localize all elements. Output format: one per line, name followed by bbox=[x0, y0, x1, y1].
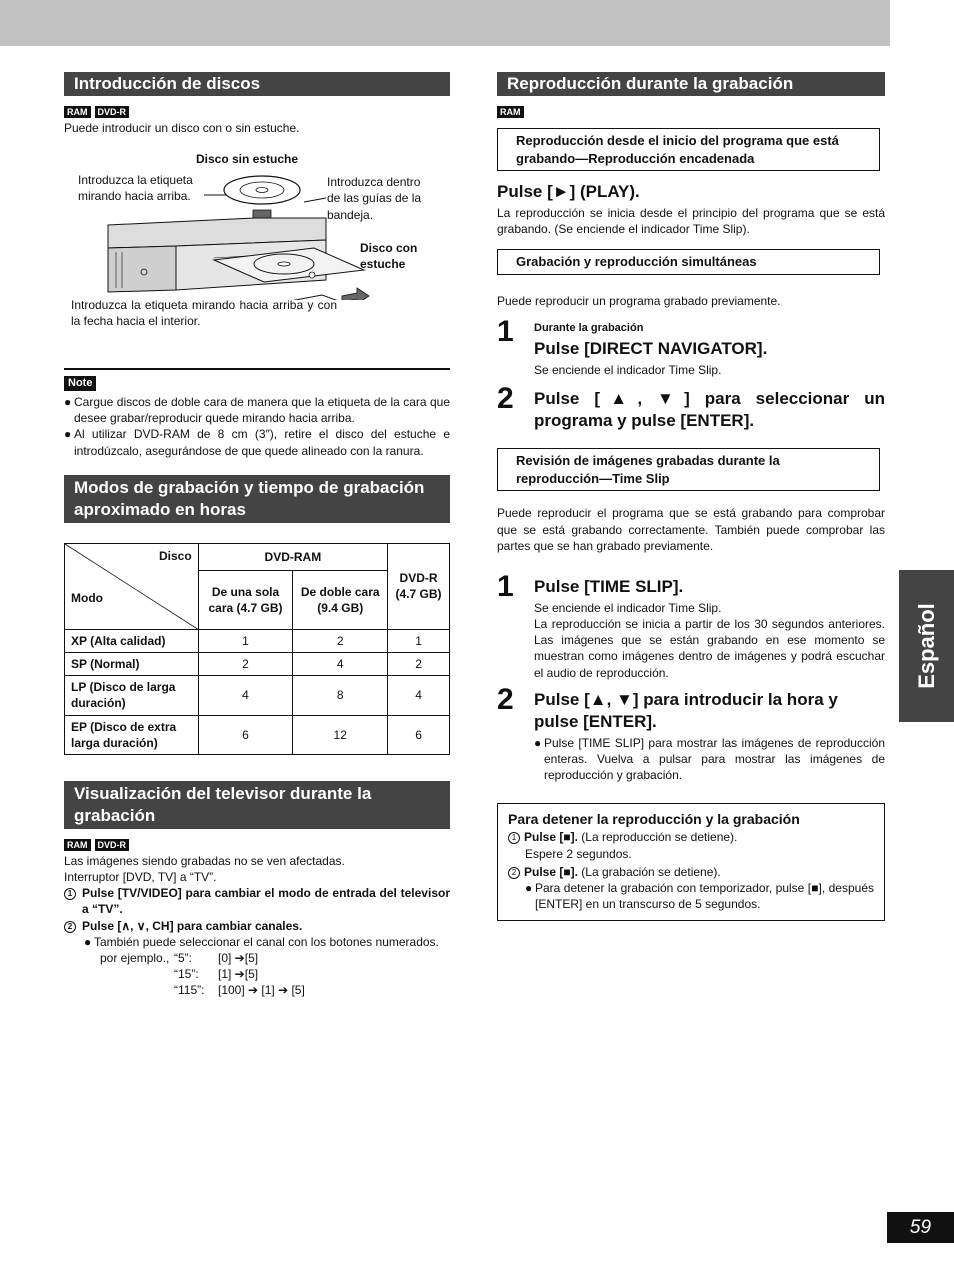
box-simultaneous: Grabación y reproducción simultáneas bbox=[497, 249, 880, 275]
tag-dvdr: DVD-R bbox=[95, 106, 130, 118]
note-divider bbox=[64, 368, 450, 370]
tv-line-2: Interruptor [DVD, TV] a “TV”. bbox=[64, 870, 217, 885]
play-heading: Pulse [►] (PLAY). bbox=[497, 182, 640, 202]
table-row: XP (Alta calidad) 1 2 1 bbox=[65, 629, 450, 652]
time-slip-text: Puede reproducir el programa que se está grabando para comprobar que se está grabando correctamente. También puede comprobar las partes que se han grabado previamente. bbox=[497, 506, 885, 553]
tv-line-1: Las imágenes siendo grabadas no se ven afectadas. bbox=[64, 853, 345, 868]
section-title-playback-recording: Reproducción durante la grabación bbox=[497, 72, 885, 96]
recording-modes-table bbox=[64, 543, 450, 755]
simultaneous-text: Puede reproducir un programa grabado previamente. bbox=[497, 294, 781, 309]
tv-step-2: 2 Pulse [∧, ∨, CH] para cambiar canales. bbox=[64, 918, 450, 934]
step-a-1: 1 Durante la grabación Pulse [DIRECT NAVIGATOR]. Se enciende el indicador Time Slip. bbox=[497, 321, 885, 378]
play-text: La reproducción se inicia desde el principio del programa que se está grabando. (Se enciende el indicador Time Slip). bbox=[497, 206, 885, 237]
label-insert-date-inside: Introduzca la etiqueta mirando hacia arriba y con la fecha hacia el interior. bbox=[71, 298, 337, 329]
header-single-sided: De una sola cara (4.7 GB) bbox=[198, 570, 293, 629]
intro-text: Puede introducir un disco con o sin estuche. bbox=[64, 121, 300, 135]
header-dvdr: DVD-R (4.7 GB) bbox=[388, 543, 450, 629]
label-insert-label-up: Introduzca la etiqueta mirando hacia arriba. bbox=[78, 173, 193, 204]
tv-bullet: ● También puede seleccionar el canal con los botones numerados. bbox=[84, 934, 439, 949]
direct-navigator-heading: Pulse [DIRECT NAVIGATOR]. bbox=[534, 339, 768, 359]
header-dvdram: DVD-RAM bbox=[198, 543, 387, 570]
dvd-recorder-drawing bbox=[64, 140, 450, 300]
tag-ram: RAM bbox=[64, 106, 91, 118]
note-label: Note bbox=[64, 376, 96, 391]
right-column bbox=[497, 72, 885, 921]
select-program-heading: Pulse [▲, ▼] para seleccionar un programa y pulse [ENTER]. bbox=[534, 389, 885, 431]
step-b-2: 2 Pulse [▲, ▼] para introducir la hora y pulse [ENTER]. ● Pulse [TIME SLIP] para mostrar las imágenes de reproducción enteras. Vuelva a pulsar para mostrar las imágenes de reproducción y grabación. bbox=[497, 682, 885, 783]
stop-step-2: 2 Pulse [■]. (La grabación se detiene). bbox=[508, 864, 874, 880]
note-item: ● Cargue discos de doble cara de manera que la etiqueta de la cara que desee grabar/reproducir quede mirando hacia arriba. bbox=[64, 395, 450, 426]
stop-box bbox=[497, 803, 885, 921]
tag-dvdr: DVD-R bbox=[95, 839, 130, 851]
label-disc-without-case: Disco sin estuche bbox=[196, 152, 299, 167]
time-slip-detail-text: La reproducción se inicia a partir de los 30 segundos anteriores. Las imágenes que se están grabando en ese momento se muestran como imágenes dentro de imágenes y podrá escuchar el audio de reproducción. bbox=[534, 617, 885, 680]
stop-title: Para detener la reproducción y la grabación bbox=[508, 811, 800, 828]
page-number: 59 bbox=[887, 1212, 954, 1243]
step-a-2: 2 Pulse [▲, ▼] para seleccionar un programa y pulse [ENTER]. bbox=[497, 382, 885, 431]
during-recording-label: Durante la grabación bbox=[534, 322, 644, 335]
time-slip-heading: Pulse [TIME SLIP]. bbox=[534, 576, 684, 596]
enter-time-heading: Pulse [▲, ▼] para introducir la hora y pulse [ENTER]. bbox=[534, 689, 838, 731]
time-slip-indicator-text: Se enciende el indicador Time Slip. bbox=[534, 600, 722, 615]
section-title-recording-modes: Modos de grabación y tiempo de grabación aproximado en horas bbox=[64, 475, 450, 523]
tag-ram: RAM bbox=[64, 839, 91, 851]
box-time-slip: Revisión de imágenes grabadas durante la reproducción—Time Slip bbox=[497, 448, 880, 491]
section-title-disc-insertion: Introducción de discos bbox=[64, 72, 450, 96]
disc-tags bbox=[64, 106, 450, 118]
header-double-sided: De doble cara (9.4 GB) bbox=[293, 570, 388, 629]
table-row: SP (Normal) 2 4 2 bbox=[65, 652, 450, 675]
right-tags bbox=[497, 106, 885, 118]
table-row: LP (Disco de larga duración) 4 8 4 bbox=[65, 676, 450, 715]
tv-tags bbox=[64, 839, 450, 851]
table-row: EP (Disco de extra larga duración) 6 12 6 bbox=[65, 715, 450, 754]
section-title-tv-viewing: Visualización del televisor durante la grabación bbox=[64, 781, 450, 829]
top-header-bar bbox=[0, 0, 890, 46]
table-corner-cell bbox=[65, 543, 199, 629]
channel-examples: por ejemplo., “5”: [0] ➔[5] “15”: [1] ➔[5] “115”: [100] ➔ [1] ➔ [5] bbox=[100, 951, 305, 998]
box-chasing-playback: Reproducción desde el inicio del programa que está grabando—Reproducción encadenada bbox=[497, 128, 880, 171]
label-disc-with-case: Disco con estuche bbox=[360, 241, 418, 272]
corner-mode-label: Modo bbox=[71, 590, 103, 605]
direct-navigator-text: Se enciende el indicador Time Slip. bbox=[534, 363, 722, 378]
label-insert-guides: Introduzca dentro de las guías de la bandeja. bbox=[327, 175, 422, 222]
note-item: ● Al utilizar DVD-RAM de 8 cm (3″), retire el disco del estuche e introdúzcalo, asegurándose de que quede alineado con la ranura. bbox=[64, 427, 450, 458]
tv-step-1: 1 Pulse [TV/VIDEO] para cambiar el modo de entrada del televisor a “TV”. bbox=[64, 885, 450, 917]
left-column bbox=[64, 72, 450, 999]
tag-ram: RAM bbox=[497, 106, 524, 118]
stop-step-1: 1 Pulse [■]. (La reproducción se detiene). bbox=[508, 829, 874, 845]
disc-insertion-illustration bbox=[64, 140, 450, 352]
language-side-tab: Español bbox=[899, 570, 954, 722]
corner-disc-label: Disco bbox=[158, 548, 192, 563]
time-slip-bullet: ● Pulse [TIME SLIP] para mostrar las imágenes de reproducción enteras. Vuelva a pulsar para mostrar las imágenes de reproducción y grabación. bbox=[534, 735, 885, 783]
stop-wait: Espere 2 segundos. bbox=[525, 847, 632, 862]
step-b-1: 1 Pulse [TIME SLIP]. Se enciende el indicador Time Slip. La reproducción se inicia a partir de los 30 segundos anteriores. Las imágenes que se están grabando en ese momento se muestran como imágenes dentro de imágenes y podrá escuchar el audio de reproducción. bbox=[497, 569, 885, 680]
stop-bullet: ● Para detener la grabación con temporizador, pulse [■], después [ENTER] en un transcurso de 5 segundos. bbox=[525, 880, 874, 912]
